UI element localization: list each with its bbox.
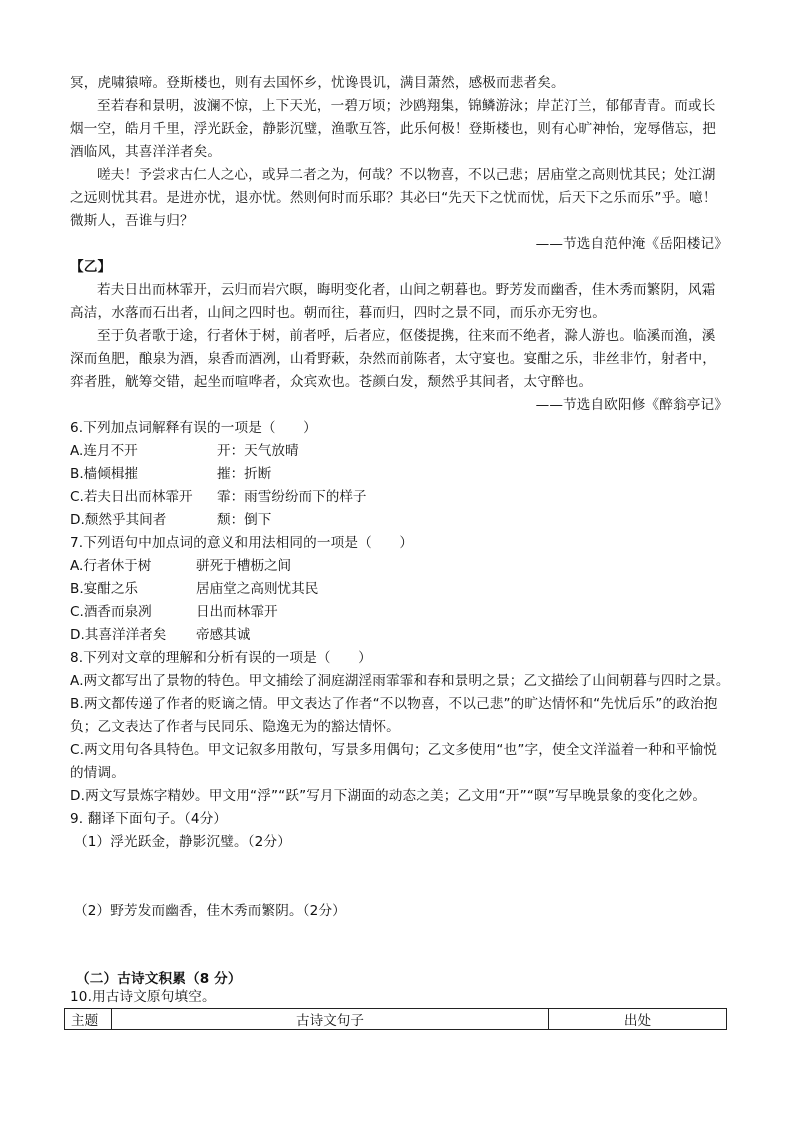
jia-p1-line-2: 烟一空，皓月千里，浮光跃金，静影沉璧，渔歌互答，此乐何极！登斯楼也，则有心旷神怡，宠辱偕忘，把 [70,121,716,137]
yi-source: ——节选自欧阳修《醉翁亭记》 [535,397,728,413]
q8-line-5: 的情调。 [70,765,125,781]
table-header-sentence: 古诗文句子 [112,1009,549,1030]
jia-p2-line-1: 嗟夫！予尝求古仁人之心，或异二者之为，何哉？不以物喜，不以己悲；居庙堂之高则忧其民；处江湖 [97,167,716,183]
q8-line-3: 负；乙文表达了作者与民同乐、隐逸无为的豁达情怀。 [70,719,400,735]
jia-p2-line-2: 之远则忧其君。是进亦忧，退亦忧。然则何时而乐耶？其必曰“先天下之忧而忧，后天下之乐而乐”乎。噫！ [70,190,717,206]
jia-source: ——节选自范仲淹《岳阳楼记》 [535,236,728,252]
q7-stem: 7.下列语句中加点词的意义和用法相同的一项是（ ） [70,535,414,551]
q6-option-b-gloss: 摧：折断 [217,466,272,482]
jia-p2-line-3: 微斯人，吾谁与归？ [70,213,194,229]
q8-line-4: C.两文用句各具特色。甲文记叙多用散句，写景多用偶句；乙文多使用“也”字，使全文洋溢着一种和平愉悦 [70,742,717,758]
q6-option-b: B.樯倾楫摧 [70,466,139,482]
jia-p1-line-3: 酒临风，其喜洋洋者矣。 [70,144,222,160]
yi-p2-line-1: 至于负者歌于途，行者休于树，前者呼，后者应，伛偻提携，往来而不绝者，滁人游也。临溪而渔，溪 [97,328,716,344]
q7-option-d-compare: 帝感其诚 [196,627,251,643]
q7-option-b: B.宴酣之乐 [70,581,139,597]
q6-option-d: D.颓然乎其间者 [70,512,167,528]
q7-option-c: C.酒香而泉冽 [70,604,152,620]
q8-line-2: B.两文都传递了作者的贬谪之情。甲文表达了作者“不以物喜，不以己悲”的旷达情怀和“先忧后乐”的政治抱 [70,696,718,712]
yi-p1-line-1: 若夫日出而林霏开，云归而岩穴暝，晦明变化者，山间之朝暮也。野芳发而幽香，佳木秀而繁阴，风霜 [97,282,716,298]
q7-option-c-compare: 日出而林霏开 [196,604,278,620]
q7-option-d: D.其喜洋洋者矣 [70,627,167,643]
q6-option-c-gloss: 霏：雨雪纷纷而下的样子 [217,489,367,505]
yi-p2-line-3: 弈者胜，觥筹交错，起坐而喧哗者，众宾欢也。苍颜白发，颓然乎其间者，太守醉也。 [70,374,593,390]
jia-paragraph-0: 冥，虎啸猿啼。登斯楼也，则有去国怀乡，忧谗畏讥，满目萧然，感极而悲者矣。 [70,75,565,91]
jia-p1-line-1: 至若春和景明，波澜不惊，上下天光，一碧万顷；沙鸥翔集，锦鳞游泳；岸芷汀兰，郁郁青青。而或长 [97,98,716,114]
q9-sentence-1: （1）浮光跃金，静影沉璧。（2分） [74,834,291,850]
poetry-fill-table [64,1008,727,1030]
q8-line-6: D.两文写景炼字精妙。甲文用“浮”“跃”写月下湖面的动态之美；乙文用“开”“暝”写早晚景象的变化之妙。 [70,788,707,804]
table-header-row [65,1009,727,1030]
table-header-theme: 主题 [65,1009,112,1030]
q6-option-a: A.连月不开 [70,443,138,459]
q6-stem: 6.下列加点词解释有误的一项是（ ） [70,420,317,436]
q9-stem: 9. 翻译下面句子。（4分） [70,811,228,827]
q6-option-a-gloss: 开：天气放晴 [217,443,299,459]
q6-option-d-gloss: 颓：倒下 [217,512,272,528]
q8-line-1: A.两文都写出了景物的特色。甲文捕绘了洞庭湖淫雨霏霏和春和景明之景；乙文描绘了山间朝暮与四时之景。 [70,673,730,689]
q7-option-a-compare: 骈死于槽枥之间 [196,558,292,574]
q6-option-c: C.若夫日出而林霏开 [70,489,193,505]
q10-stem: 10.用古诗文原句填空。 [70,989,216,1005]
yi-heading: 【乙】 [70,259,112,275]
yi-p1-line-2: 高洁，水落而石出者，山间之四时也。朝而往，暮而归，四时之景不同，而乐亦无穷也。 [70,305,607,321]
q8-stem: 8.下列对文章的理解和分析有误的一项是（ ） [70,650,372,666]
q9-sentence-2: （2）野芳发而幽香，佳木秀而繁阴。（2分） [74,903,346,919]
section-2-heading: （二）古诗文积累（8 分） [76,971,242,987]
q7-option-a: A.行者休于树 [70,558,152,574]
q7-option-b-compare: 居庙堂之高则忧其民 [196,581,319,597]
yi-p2-line-2: 深而鱼肥，酿泉为酒，泉香而酒冽，山肴野蔌，杂然而前陈者，太守宴也。宴酣之乐，非丝非竹，射者中， [70,351,716,367]
table-header-source: 出处 [549,1009,727,1030]
